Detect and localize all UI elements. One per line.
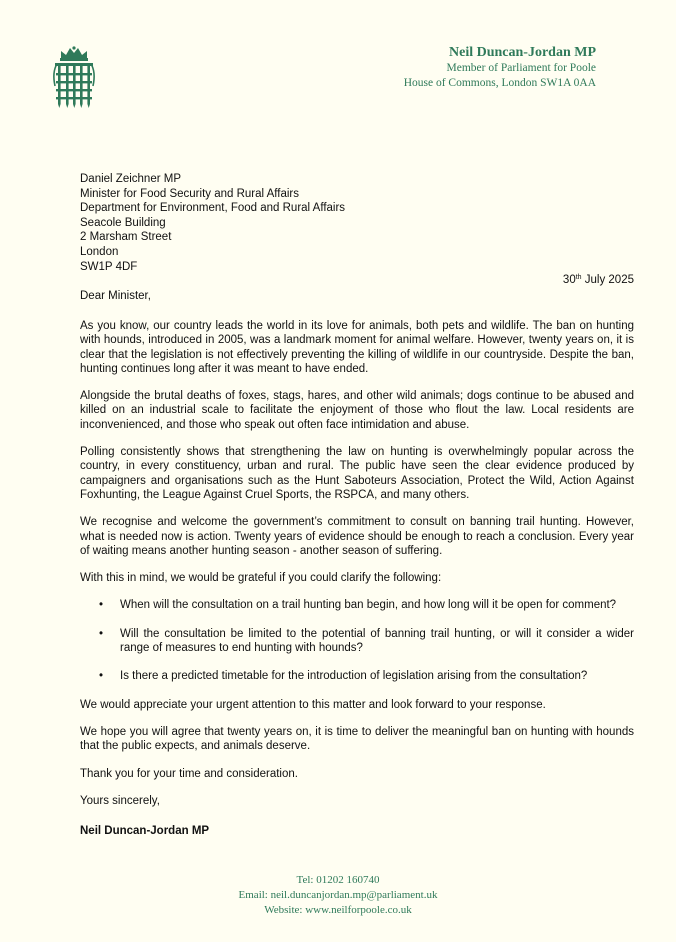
closing-paragraph: We would appreciate your urgent attention to this matter and look forward to your response.	[80, 698, 546, 711]
recipient-line: Minister for Food Security and Rural Affairs	[80, 187, 300, 200]
recipient-line: London	[80, 245, 119, 258]
recipient-address	[80, 172, 345, 274]
date-rest: July 2025	[581, 274, 634, 286]
question-item: • Will the consultation be limited to the potential of banning trail hunting, or will it consider a wider range of measures to end hunting with hounds?	[120, 627, 634, 656]
sign-off: Yours sincerely,	[80, 794, 160, 807]
footer-website: Website: www.neilforpoole.co.uk	[264, 904, 412, 916]
question-item: • When will the consultation on a trail hunting ban begin, and how long will it be open for comment?	[120, 598, 634, 612]
letter-date	[563, 274, 634, 286]
letterhead-role: Member of Parliament for Poole	[446, 62, 596, 74]
letterhead-mp-name: Neil Duncan-Jordan MP	[449, 45, 596, 60]
date-day: 30	[562, 274, 576, 286]
signer-name: Neil Duncan-Jordan MP	[80, 825, 210, 838]
portcullis-icon	[49, 46, 99, 108]
recipient-line: Department for Environment, Food and Rural Affairs	[80, 202, 346, 215]
body-paragraph: We recognise and welcome the government’s commitment to consult on banning trail hunting. However, what is needed now is action. Twenty years of evidence should be enough to reach a conclusion. Every year of waiting means another hunting season - another season of suffering.	[80, 516, 634, 557]
footer-tel: Tel: 01202 160740	[296, 874, 380, 886]
date-suffix: th	[575, 274, 582, 281]
recipient-line: Seacole Building	[80, 216, 166, 229]
salutation: Dear Minister,	[80, 290, 151, 302]
closing-paragraph: Thank you for your time and consideration.	[80, 767, 298, 780]
body-paragraph: With this in mind, we would be grateful if you could clarify the following:	[80, 572, 442, 585]
body-paragraph: Polling consistently shows that strengthening the law on hunting is overwhelmingly popular across the country, in every constituency, urban and rural. The public have seen the clear evidence produced by campaigners and organisations such as the Hunt Saboteurs Association, Protect the Wild, Action Against Foxhunting, the League Against Cruel Sports, the RSPCA, and many others.	[80, 446, 634, 501]
question-list	[80, 598, 634, 683]
letterhead	[404, 44, 596, 91]
closing-paragraph: We hope you will agree that twenty years on, it is time to deliver the meaningful ban on hunting with hounds that the public expects, and animals deserve.	[80, 725, 634, 753]
body-paragraph: Alongside the brutal deaths of foxes, stags, hares, and other wild animals; dogs continue to be abused and killed on an industrial scale to facilitate the enjoyment of those who flout the law. Local residents are inconvenienced, and those who speak out often face intimidation and abuse.	[80, 390, 634, 431]
letterhead-address: House of Commons, London SW1A 0AA	[403, 77, 596, 89]
footer-email: Email: neil.duncanjordan.mp@parliament.uk	[238, 889, 438, 901]
question-item: • Is there a predicted timetable for the introduction of legislation arising from the consultation?	[120, 669, 634, 683]
footer-contact	[0, 873, 676, 918]
letter-body	[80, 319, 634, 838]
recipient-line: 2 Marsham Street	[80, 231, 172, 244]
recipient-line: SW1P 4DF	[80, 260, 138, 273]
recipient-line: Daniel Zeichner MP	[80, 173, 181, 185]
body-paragraph: As you know, our country leads the world in its love for animals, both pets and wildlife. The ban on hunting with hounds, introduced in 2005, was a landmark moment for animal welfare. However, twenty years on, it is clear that the legislation is not effectively preventing the killing of wildlife in our countryside. Despite the ban, hunting continues long after it was meant to have ended.	[80, 320, 634, 375]
